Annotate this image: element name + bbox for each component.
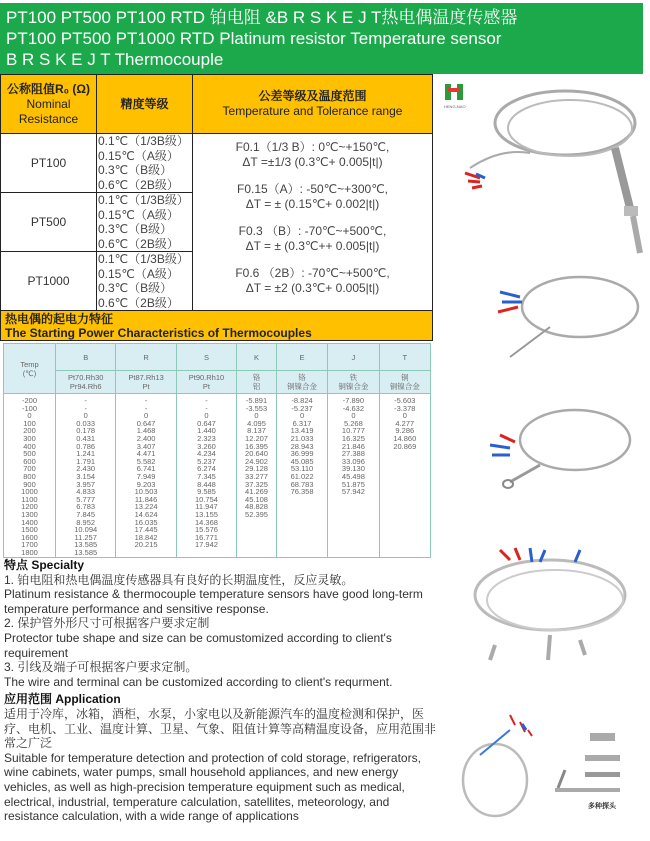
temp-value: 300 [23,433,36,443]
tc-type-header: E [276,344,327,371]
tc-material-row [4,371,431,394]
emf-value: 20.869 [393,441,417,451]
tolerance-formula: ΔT = ±2 (0.3℃+ 0.005|t|) [245,281,380,295]
emf-value: 9.286 [395,426,415,436]
accuracy-grade: 0.1℃（1/3B级） [98,193,189,207]
emf-value: 10.503 [134,487,158,497]
accuracy-grade: 0.6℃（2B级） [98,177,179,192]
emf-value: 5.582 [136,456,156,466]
specialty-item-2-cn: 2. 保护管外形尺寸可根据客户要求定制 [4,616,210,631]
emf-value: -7.890 [342,396,365,405]
emf-value: 0 [204,411,209,421]
emf-value: - [144,396,148,405]
emf-value: 76.358 [290,487,314,497]
emf-value: 5.777 [76,494,96,504]
emf-value: - [144,403,148,413]
temp-value: 1500 [21,525,38,535]
emf-value: -8.824 [291,396,313,405]
temp-value: 400 [23,441,36,451]
temp-value: -200 [21,396,37,405]
emf-value: 20.640 [245,449,268,459]
tc-type-header: R [116,344,176,371]
emf-value: 52.395 [245,509,268,519]
emf-value: 13.224 [134,502,158,512]
rtd-row [1,134,433,193]
emf-value: 28.943 [290,441,314,451]
title-line-3: B R S K E J T Thermocouple [6,50,224,69]
tc-column-K [237,394,277,558]
emf-value: - [84,403,87,413]
emf-value: 1.440 [197,426,216,436]
emf-value: 7.345 [197,471,216,481]
application-cn: 适用于冷库，冰箱，酒柜，水泵，小家电以及新能源汽车的温度检测和保护，医疗、电机、工业、温度计算、卫星、气象、阻值计算等高精温度设备，应用范围非常之广泛 [4,706,437,751]
tc-material-header: 铬 铜镍合金 [276,371,327,394]
emf-value: 4.095 [247,418,266,428]
tc-type-header: K [237,344,277,371]
emf-value: 61.022 [290,471,314,481]
tc-column-J [328,394,379,558]
temp-value: 100 [23,418,36,428]
tc-type-header: T [379,344,430,371]
tc-type-header: S [176,344,236,371]
tc-material-header: Pt87.Rh13 Pt [116,371,176,394]
emf-value: 27.388 [341,449,365,459]
emf-value: 3.154 [76,471,96,481]
emf-value: 36.999 [290,449,314,459]
emf-value: - [205,403,208,413]
title-line-2: PT100 PT500 PT1000 RTD Platinum resistor Temperature sensor [6,29,502,48]
tc-material-header: Pt90.Rh10 Pt [176,371,236,394]
emf-value: 9.585 [197,487,216,497]
tolerance-range: F0.1（1/3 B）: 0℃~+150℃, [235,140,390,154]
emf-value: 3.407 [136,441,156,451]
thermocouple-emf-table [3,343,431,558]
temp-value: 800 [23,471,36,481]
application-en: Suitable for temperature detection and protection of cold storage, refrigerators, wine cabinets, water pumps, small household appliances, and new energy vehicles, as well as high-precision temperature equipment such as medical, electrical, industrial, temperature calculation, satellites, meteorology, and resistance calculation, with a wide range of applications [4,750,421,824]
emf-value: 16.395 [245,441,268,451]
emf-value: 7.845 [76,509,96,519]
emf-value: 7.949 [136,471,156,481]
tolerance-range: F0.6 （2B）: -70℃~+500℃, [235,266,390,280]
accuracy-header: 精度等级 [97,75,193,134]
product-image-2 [440,262,650,362]
emf-value: 21.846 [341,441,365,451]
emf-value: 17.445 [134,525,158,535]
emf-value: 33.277 [245,471,268,481]
emf-value: 5.268 [344,418,363,428]
accuracy-grade: 0.3℃（B级） [98,281,173,295]
emf-value: 14.624 [134,509,158,519]
emf-value: 1.468 [136,426,156,436]
title-line-1: PT100 PT500 PT100 RTD 铂电阻 &B R S K E J T热电偶温度传感器 [6,8,518,27]
emf-value: 20.215 [134,540,158,550]
emf-value: 10.777 [341,426,365,436]
emf-value: 6.741 [136,464,156,474]
product-image-5 [440,700,650,830]
accuracy-cell [97,134,193,193]
title-banner [0,3,643,74]
tolerance-formula: ΔT = ± (0.15℃+ 0.002|t|) [245,197,380,211]
emf-value: -3.553 [245,403,268,413]
accuracy-grade: 0.1℃（1/3B级） [98,252,189,266]
description-section [4,558,436,824]
emf-value: 6.274 [197,464,216,474]
nominal-header [1,75,97,134]
emf-value: 45.498 [341,471,365,481]
accuracy-grade: 0.15℃（A级） [98,207,179,222]
tolerance-range: F0.3 （B）: -70℃~+500℃, [238,224,387,238]
emf-value: 8.448 [197,479,216,489]
emf-value: 11.846 [134,494,158,504]
emf-value: -5.891 [245,396,268,405]
accuracy-grade: 0.3℃（B级） [98,222,173,236]
tc-column-R [116,394,176,558]
emf-value: 16.771 [195,532,218,542]
specialty-item-1-en: Platinum resistance & thermocouple temperature sensors have good long-term temperature performance and sensitive response. [4,587,423,616]
emf-value: 3.260 [197,441,216,451]
tolerance-cn: 公差等级及温度范围 [258,89,367,103]
emf-value: 11.947 [195,502,218,512]
emf-value: -3.378 [394,403,416,413]
rtd-tolerance-table [0,74,433,311]
temp-value: 200 [23,426,36,436]
emf-value: 13.419 [290,426,314,436]
tc-data-row [4,394,431,558]
emf-value: 18.842 [134,532,158,542]
temp-value: -100 [21,403,37,413]
emf-value: 9.203 [136,479,156,489]
specialty-title: 特点 Specialty [4,558,85,572]
nominal-cell: PT500 [1,193,97,252]
emf-value: 16.325 [341,433,365,443]
emf-value: 13.585 [74,540,98,550]
emf-value: 0.647 [136,418,156,428]
emf-value: 37.325 [245,479,268,489]
tolerance-en: Temperature and Tolerance range [222,104,403,118]
tolerance-item [193,266,432,296]
temp-value: 1800 [21,547,38,557]
temp-value: 1600 [21,532,38,542]
emf-value: 2.430 [76,464,96,474]
emf-value: 0 [144,411,149,421]
specialty-item-3-en: The wire and terminal can be customized according to client's requrment. [4,674,393,689]
temp-value: 1300 [21,509,38,519]
emf-value: 14.860 [393,433,417,443]
product-image-4 [440,540,650,690]
tc-type-header: J [328,344,379,371]
emf-value: 39.130 [341,464,365,474]
tolerance-formula: ΔT = ± (0.3℃++ 0.005|t|) [245,239,380,253]
emf-value: 2.323 [197,433,216,443]
rtd-header-row [1,75,433,134]
emf-value: 24.902 [245,456,268,466]
emf-value: 11.257 [74,532,97,542]
tc-column-B [56,394,116,558]
accuracy-grade: 0.6℃（2B级） [98,236,179,251]
emf-value: 12.207 [245,433,268,443]
nominal-cell: PT1000 [1,252,97,311]
application-title: 应用范围 Application [4,692,121,707]
emf-value: 0 [351,411,356,421]
emf-value: 45.085 [290,456,314,466]
temp-value: 1400 [21,517,38,527]
tc-column-T [379,394,430,558]
temp-column [4,394,56,558]
probe-label: 多种探头 [588,803,616,810]
emf-value: 33.096 [341,456,365,466]
tc-band-cn: 热电偶的起电力特征 [5,312,114,326]
temp-value: 0 [27,411,32,421]
emf-value: 0.178 [76,426,96,436]
tc-material-header: 铁 铜镍合金 [328,371,379,394]
emf-value: 53.110 [290,464,314,474]
emf-value: 6.783 [76,502,96,512]
temp-header: Temp (℃) [4,344,56,394]
emf-value: 0 [402,411,407,421]
emf-value: 1.241 [76,449,96,459]
nominal-cell: PT100 [1,134,97,193]
accuracy-grade: 0.6℃（2B级） [98,295,179,310]
emf-value: 48.828 [245,502,268,512]
tc-material-header: 铬 铝 [237,371,277,394]
tolerance-formula: ΔT =±1/3 (0.3℃+ 0.005|t|) [242,155,383,169]
nominal-en1: Nominal [26,96,71,111]
tolerance-item [193,182,432,212]
emf-value: 0 [299,411,305,421]
emf-value: 4.277 [395,418,415,428]
tolerance-range: F0.15（A）: -50℃~+300℃, [236,182,389,196]
tc-column-E [276,394,327,558]
emf-value: 14.368 [195,517,218,527]
specialty-item-2-en: Protector tube shape and size can be comustomized according to client's requirement [4,630,392,660]
accuracy-grade: 0.3℃（B级） [98,163,173,177]
temp-value: 900 [23,479,36,489]
emf-value: 0.033 [76,418,96,428]
temp-value: 1100 [21,494,38,504]
tc-material-header: 铜 铜镍合金 [379,371,430,394]
emf-value: 6.317 [292,418,312,428]
tc-column-S [176,394,236,558]
thermocouple-section-header [0,311,433,341]
tc-type-header: B [56,344,116,371]
emf-value: 4.471 [136,449,156,459]
tolerance-header [193,75,433,134]
specialty-item-1-cn: 1. 铂电阻和热电偶温度传感器具有良好的长期温度性，反应灵敏。 [4,572,354,587]
tc-band-en: The Starting Power Characteristics of Thermocouples [5,326,312,340]
temp-value: 1200 [21,502,38,512]
emf-value: -4.632 [342,403,365,413]
emf-value: 10.754 [195,494,218,504]
emf-value: 2.400 [136,433,156,443]
temp-value: 1000 [21,487,38,497]
emf-value: 0 [254,411,259,421]
emf-value: 15.576 [195,525,218,535]
emf-value: - [84,396,87,405]
emf-value: 16.035 [134,517,158,527]
logo-text: HENG-NAO [444,104,466,109]
logo-icon [445,84,463,100]
emf-value: 68.783 [290,479,314,489]
emf-value: 1.791 [76,456,96,466]
product-image-1 [440,78,650,258]
nominal-cn: 公称阻值R₀ (Ω) [6,81,91,96]
accuracy-grade: 0.15℃（A级） [98,266,179,281]
emf-value: 3.957 [76,479,96,489]
emf-value: 5.237 [197,456,216,466]
emf-value: 0.647 [197,418,216,428]
accuracy-grade: 0.15℃（A级） [98,148,179,163]
emf-value: 13.155 [195,509,218,519]
emf-value: 8.137 [247,426,266,436]
emf-value: -5.237 [291,403,313,413]
product-image-3 [440,400,650,500]
tc-type-row [4,344,431,371]
emf-value: 0.431 [76,433,96,443]
temp-value: 1700 [21,540,38,550]
tolerance-item [193,140,432,170]
nominal-en2: Resistance [18,111,79,126]
accuracy-grade: 0.1℃（1/3B级） [98,134,189,148]
emf-value: 10.094 [74,525,98,535]
accuracy-cell [97,252,193,311]
emf-value: -5.603 [394,396,416,405]
emf-value: 17.942 [195,540,218,550]
emf-value: 0 [83,411,88,421]
emf-value: 45.108 [245,494,268,504]
tolerance-item [193,224,432,254]
tc-material-header: Pt70.Rh30 Pr94.Rh6 [56,371,116,394]
emf-value: - [205,396,208,405]
emf-value: 21.033 [290,433,314,443]
emf-value: 41.269 [245,487,268,497]
emf-value: 29.128 [245,464,268,474]
emf-value: 51.875 [341,479,365,489]
emf-value: 4.833 [76,487,96,497]
accuracy-cell [97,193,193,252]
emf-value: 0.786 [76,441,96,451]
emf-value: 4.234 [197,449,216,459]
emf-value: 8.952 [76,517,96,527]
emf-value: 13.585 [74,547,98,557]
emf-value: 57.942 [341,487,365,497]
tolerance-cell [193,134,433,311]
specialty-item-3-cn: 3. 引线及端子可根据客户要求定制。 [4,660,198,675]
temp-value: 500 [23,449,36,459]
temp-value: 700 [23,464,36,474]
temp-value: 600 [23,456,36,466]
